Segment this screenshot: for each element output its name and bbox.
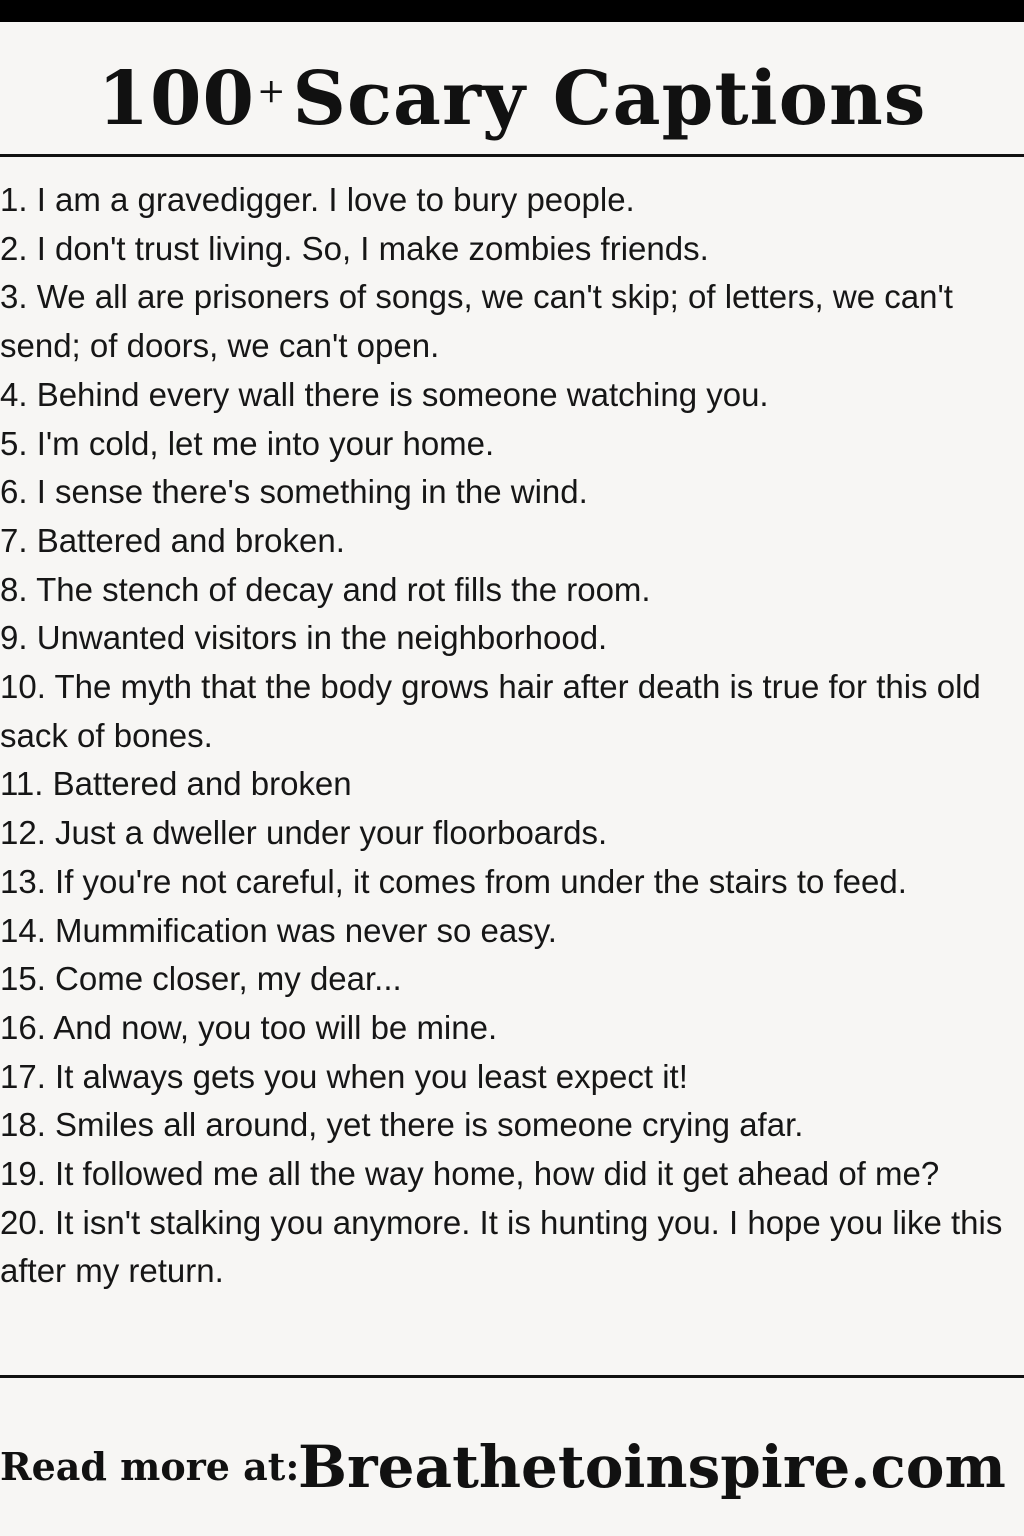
- page-title: [0, 48, 1024, 142]
- caption-item: 8. The stench of decay and rot fills the room.: [0, 570, 651, 608]
- title-plus-sign: +: [257, 71, 287, 111]
- read-more-label: Read more at:: [0, 1444, 300, 1489]
- caption-item: 5. I'm cold, let me into your home.: [0, 424, 495, 462]
- title-number: 100: [97, 56, 256, 142]
- caption-item: 11. Battered and broken: [0, 765, 352, 803]
- caption-item: 17. It always gets you when you least expect it!: [0, 1057, 688, 1095]
- caption-list: [0, 176, 1010, 1296]
- caption-item: 4. Behind every wall there is someone watching you.: [0, 375, 769, 413]
- website-name: Breathetoinspire.com: [298, 1433, 1006, 1501]
- top-border-bar: [0, 0, 1024, 22]
- caption-item: 1. I am a gravedigger. I love to bury people.: [0, 181, 635, 218]
- caption-item: 19. It followed me all the way home, how did it get ahead of me?: [0, 1155, 940, 1193]
- caption-item: 20. It isn't stalking you anymore. It is hunting you. I hope you like this after my return.: [0, 1203, 1003, 1290]
- title-text: Scary Captions: [292, 56, 927, 142]
- caption-item: 7. Battered and broken.: [0, 521, 345, 559]
- footer: [0, 1428, 1024, 1518]
- top-divider: [0, 154, 1024, 157]
- caption-item: 10. The myth that the body grows hair after death is true for this old sack of bones.: [0, 668, 981, 754]
- caption-item: 12. Just a dweller under your floorboards.: [0, 814, 608, 852]
- caption-item: 15. Come closer, my dear...: [0, 960, 402, 998]
- caption-item: 9. Unwanted visitors in the neighborhood.: [0, 619, 608, 657]
- caption-item: 3. We all are prisoners of songs, we can't skip; of letters, we can't send; of doors, we can't open.: [0, 278, 953, 365]
- caption-item: 13. If you're not careful, it comes from under the stairs to feed.: [0, 862, 907, 900]
- caption-item: 18. Smiles all around, yet there is someone crying afar.: [0, 1106, 804, 1144]
- caption-item: 14. Mummification was never so easy.: [0, 911, 557, 949]
- caption-item: 6. I sense there's something in the wind.: [0, 473, 588, 511]
- caption-item: 16. And now, you too will be mine.: [0, 1008, 498, 1046]
- caption-item: 2. I don't trust living. So, I make zombies friends.: [0, 229, 709, 267]
- bottom-divider: [0, 1375, 1024, 1378]
